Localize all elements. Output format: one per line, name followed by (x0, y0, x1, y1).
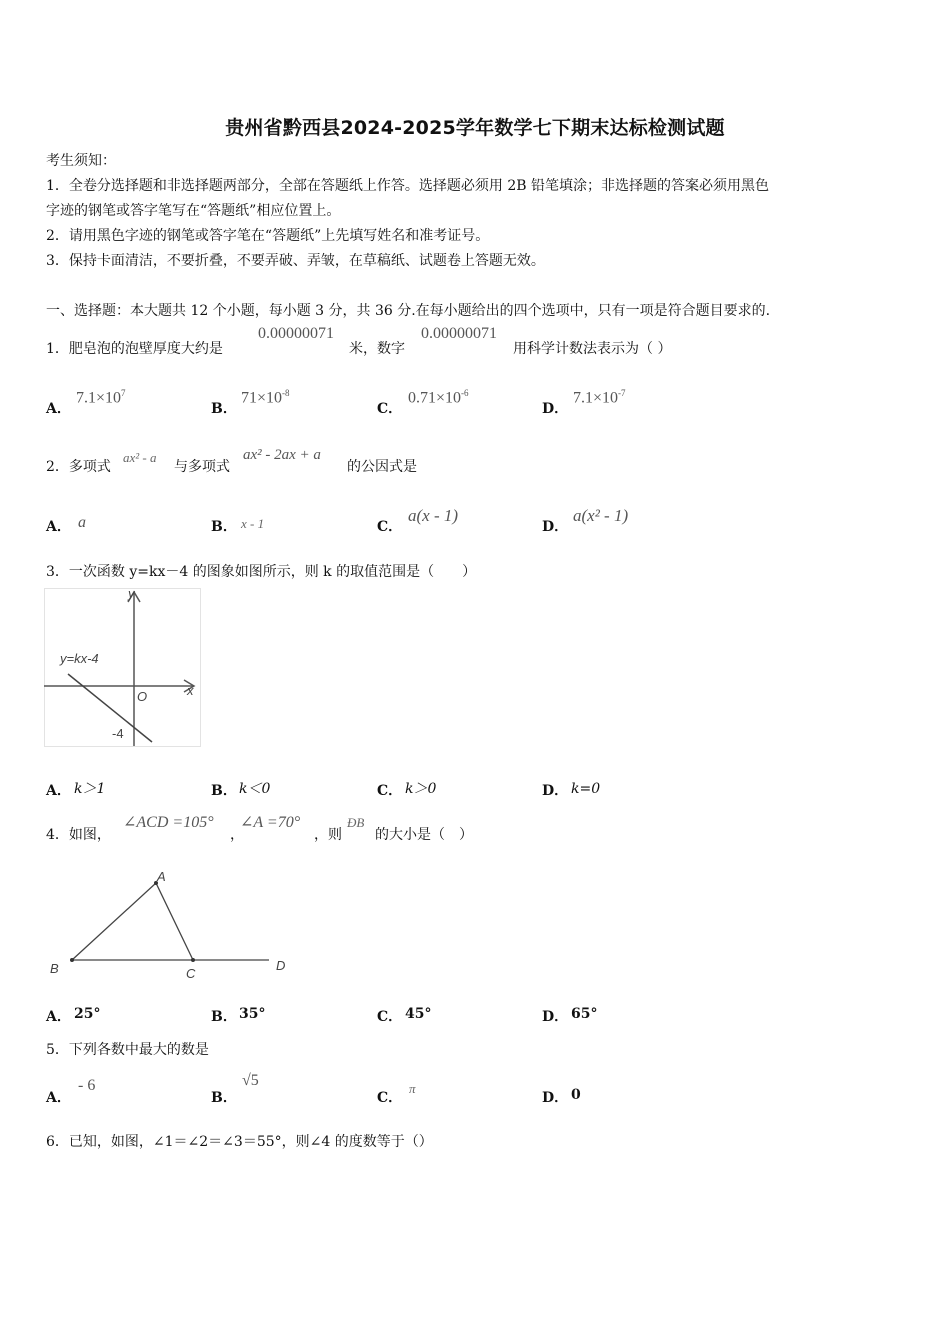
q1-number-1: 0.00000071 (258, 325, 334, 342)
q4-point-b (70, 958, 74, 962)
q3-option-c-label: C． (377, 783, 403, 799)
q4-angle-b: ÐB (347, 815, 365, 830)
q4-pre: 4．如图， (46, 827, 111, 843)
q1-pre: 1．肥皂泡的泡壁厚度大约是 (46, 341, 223, 357)
q1-mid: 米，数字 (349, 341, 405, 357)
q3-graph-frame (45, 589, 201, 747)
q4-side-ab (72, 883, 156, 960)
q3-line-label: y=kx-4 (60, 651, 99, 666)
q3-option-d-label: D． (542, 783, 569, 799)
q2-option-c-label: C． (377, 519, 403, 535)
q4-option-b-value: 35° (239, 1006, 266, 1022)
q3-option-a-label: A． (46, 783, 71, 799)
q3-origin-label: O (137, 689, 148, 704)
q3-option-b-value: k＜0 (239, 781, 271, 797)
q1-number-2: 0.00000071 (421, 325, 497, 342)
q3-text: 3．一次函数 y=kx－4 的图象如图所示，则 k 的取值范围是（ ） (46, 564, 477, 580)
q5-option-a-label: A． (46, 1090, 71, 1106)
q1-option-b-label: B． (211, 401, 237, 417)
q2-polynomial-1: ax² - a (123, 450, 157, 465)
q5-option-c-value: π (409, 1081, 416, 1096)
notice-line-1b: 字迹的钢笔或答字笔写在“答题纸”相应位置上。 (46, 203, 341, 219)
q2-pre: 2．多项式 (46, 459, 111, 475)
q1-option-b-value: $71\times 10^{-8}$ (241, 388, 290, 407)
q4-label-b: B (50, 961, 59, 976)
q2-option-a-value: a (78, 514, 86, 531)
section-heading: 一、选择题：本大题共 12 个小题，每小题 3 分，共 36 分.在每小题给出的四个选项中，只有一项是符合题目要求的. (46, 303, 771, 319)
q5-text: 5．下列各数中最大的数是 (46, 1042, 209, 1058)
q4-option-a-label: A． (46, 1009, 71, 1025)
q2-option-b-value: x - 1 (241, 516, 265, 531)
q3-y-label: y (128, 588, 135, 601)
q4-mid: ，则 (314, 827, 342, 843)
q2-option-d-label: D． (542, 519, 569, 535)
notice-line-3: 3．保持卡面清洁，不要折叠，不要弄破、弄皱，在草稿纸、试题卷上答题无效。 (46, 253, 545, 269)
q4-option-d-value: 65° (571, 1006, 598, 1022)
q5-option-d-value: 0 (571, 1087, 581, 1103)
q4-label-c: C (186, 966, 196, 981)
q4-option-c-label: C． (377, 1009, 403, 1025)
page-title: 贵州省黔西县2024-2025学年数学七下期末达标检测试题 (225, 117, 725, 139)
q3-option-c-value: k＞0 (405, 781, 437, 797)
q3-option-d-value: k=0 (571, 781, 601, 797)
q4-label-a: A (157, 869, 166, 884)
q4-option-c-value: 45° (405, 1006, 432, 1022)
q4-comma: ， (230, 827, 244, 843)
q2-option-b-label: B． (211, 519, 237, 535)
q4-triangle-figure (44, 864, 300, 984)
q4-point-c (191, 958, 195, 962)
q1-option-d-label: D． (542, 401, 569, 417)
q4-option-a-value: 25° (74, 1006, 101, 1022)
q4-angle-acd: ∠ACD =105° (123, 814, 214, 831)
q3-option-b-label: B． (211, 783, 237, 799)
q1-option-d-value: $7.1\times 10^{-7}$ (573, 388, 626, 407)
q3-x-label: x (187, 683, 194, 698)
notice-heading: 考生须知： (46, 153, 116, 169)
q4-label-d: D (276, 958, 286, 973)
q2-post: 的公因式是 (347, 459, 417, 475)
q5-option-c-label: C． (377, 1090, 403, 1106)
notice-line-2: 2．请用黑色字迹的钢笔或答字笔在“答题纸”上先填写姓名和准考证号。 (46, 228, 490, 244)
notice-line-1a: 1．全卷分选择题和非选择题两部分，全部在答题纸上作答。选择题必须用 2B 铅笔填涂；非选择题的答案必须用黑色 (46, 178, 769, 194)
q2-option-a-label: A． (46, 519, 71, 535)
q4-option-d-label: D． (542, 1009, 569, 1025)
q3-graph (44, 588, 202, 748)
q4-angle-a: ∠A =70° (240, 814, 301, 831)
q3-option-a-value: k＞1 (74, 781, 106, 797)
q5-option-d-label: D． (542, 1090, 569, 1106)
q4-side-ac (156, 883, 193, 960)
q5-option-b-value: √5 (242, 1072, 259, 1089)
q1-option-c-value: $0.71\times 10^{-6}$ (408, 388, 469, 407)
q1-option-a-label: A． (46, 401, 71, 417)
q2-polynomial-2: ax² - 2ax + a (243, 447, 321, 463)
q3-intercept-label: -4 (112, 726, 124, 741)
q2-option-c-value: a(x - 1) (408, 506, 459, 525)
q3-function-line (68, 674, 152, 742)
q1-post: 用科学计数法表示为（ ） (513, 341, 672, 357)
q1-option-c-label: C． (377, 401, 403, 417)
q2-option-d-value: a(x² - 1) (573, 506, 629, 525)
q5-option-a-value: - 6 (78, 1077, 96, 1094)
q4-post: 的大小是（ ） (375, 827, 473, 843)
q6-text: 6．已知，如图，∠1＝∠2＝∠3＝55°，则∠4 的度数等于（） (46, 1134, 433, 1150)
q5-option-b-label: B． (211, 1090, 237, 1106)
q1-option-a-value: $7.1\times 10^7$ (76, 388, 126, 407)
q4-option-b-label: B． (211, 1009, 237, 1025)
q2-mid: 与多项式 (174, 459, 230, 475)
